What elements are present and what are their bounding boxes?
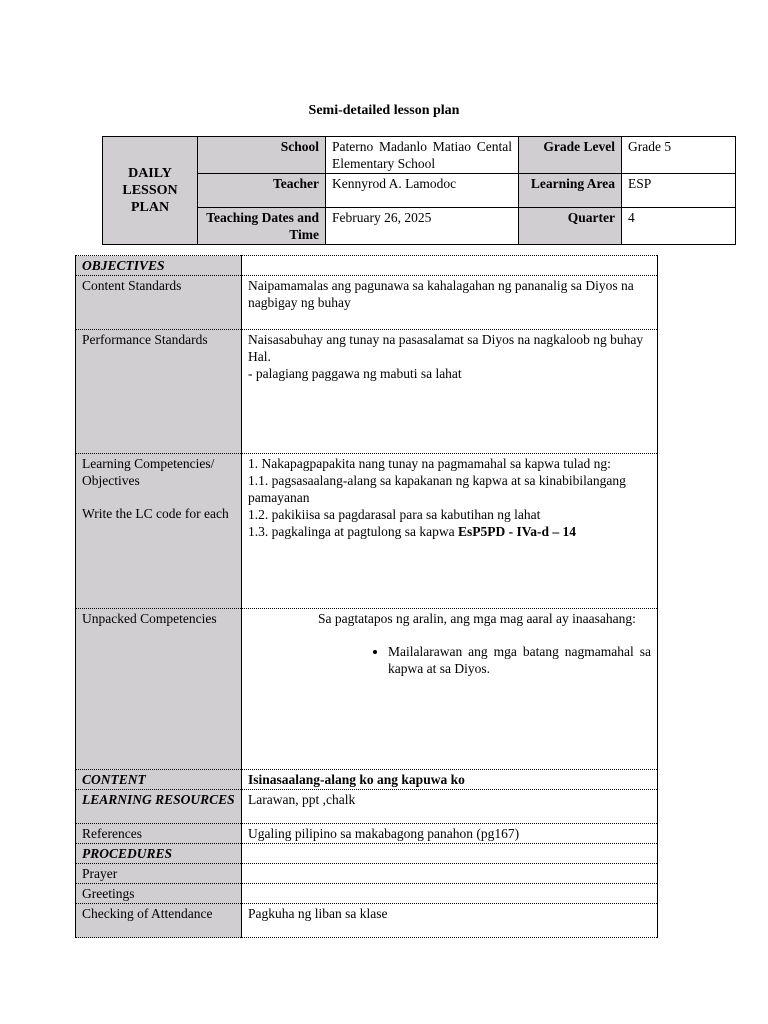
lc-line-4 [248,523,651,540]
learning-area-value: ESP [622,174,736,208]
content-standards-value: Naipamamalas ang pagunawa sa kahalagahan ng pananalig sa Diyos na nagbigay ng buhay [242,276,658,330]
school-value: Paterno Madanlo Matiao Cental Elementary School [326,137,519,174]
dlp-label: DAILY LESSON PLAN [103,137,198,245]
lc-line-3: 1.2. pakikiisa sa pagdarasal para sa kabutihan ng lahat [248,507,541,522]
document-title: Semi-detailed lesson plan [308,103,460,118]
quarter-value: 4 [622,208,736,245]
objectives-empty-cell [242,256,658,276]
prayer-value [242,864,658,884]
unpacked-competencies-value [242,609,658,770]
teacher-value: Kennyrod A. Lamodoc [326,174,519,208]
lc-code-note: Write the LC code for each [82,506,229,521]
performance-standards-value [242,330,658,454]
lc-line-2: 1.1. pagsasaalang-alang sa kapakanan ng kapwa at sa kinabibilangang pamayanan [248,473,626,505]
learning-competencies-label: Learning Competencies/ Objectives [82,456,215,488]
lesson-plan-table [75,255,658,938]
performance-line-3: - palagiang paggawa ng mabuti sa lahat [248,366,462,381]
lc-code: EsP5PD - IVa-d – 14 [457,524,576,539]
procedures-empty-cell [242,844,658,864]
content-value: Isinasaalang-alang ko ang kapuwa ko [242,770,658,790]
learning-area-label: Learning Area [519,174,622,208]
references-label: References [76,824,242,844]
school-label: School [198,137,326,174]
lc-line-4-text: 1.3. pagkalinga at pagtulong sa kapwa [248,524,458,539]
learning-competencies-value [242,454,658,609]
prayer-label: Prayer [76,864,242,884]
greetings-label: Greetings [76,884,242,904]
teaching-dates-value: February 26, 2025 [326,208,519,245]
teacher-label: Teacher [198,174,326,208]
content-heading: CONTENT [76,770,242,790]
content-standards-label: Content Standards [76,276,242,330]
performance-standards-label: Performance Standards [76,330,242,454]
greetings-value [242,884,658,904]
lc-line-1: 1. Nakapagpapakita nang tunay na pagmamahal sa kapwa tulad ng: [248,456,611,471]
lesson-header-table [102,136,736,245]
unpacked-competencies-label: Unpacked Competencies [76,609,242,770]
objectives-heading: OBJECTIVES [76,256,242,276]
performance-line-2: Hal. [248,349,271,364]
teaching-dates-label: Teaching Dates and Time [198,208,326,245]
performance-line-1: Naisasabuhay ang tunay na pasasalamat sa Diyos na nagkaloob ng buhay [248,332,644,347]
grade-level-value: Grade 5 [622,137,736,174]
attendance-value: Pagkuha ng liban sa klase [242,904,658,938]
grade-level-label: Grade Level [519,137,622,174]
quarter-label: Quarter [519,208,622,245]
procedures-heading: PROCEDURES [76,844,242,864]
learning-resources-heading: LEARNING RESOURCES [76,790,242,824]
learning-competencies-label-cell [76,454,242,609]
learning-resources-value: Larawan, ppt ,chalk [242,790,658,824]
unpacked-intro: Sa pagtatapos ng aralin, ang mga mag aaral ay inaasahang: [318,611,636,626]
references-value: Ugaling pilipino sa makabagong panahon (pg167) [242,824,658,844]
attendance-label: Checking of Attendance [76,904,242,938]
unpacked-list [318,643,651,677]
unpacked-bullet: • Mailalarawan ang mga batang nagmamahal sa kapwa at sa Diyos. [388,643,651,677]
